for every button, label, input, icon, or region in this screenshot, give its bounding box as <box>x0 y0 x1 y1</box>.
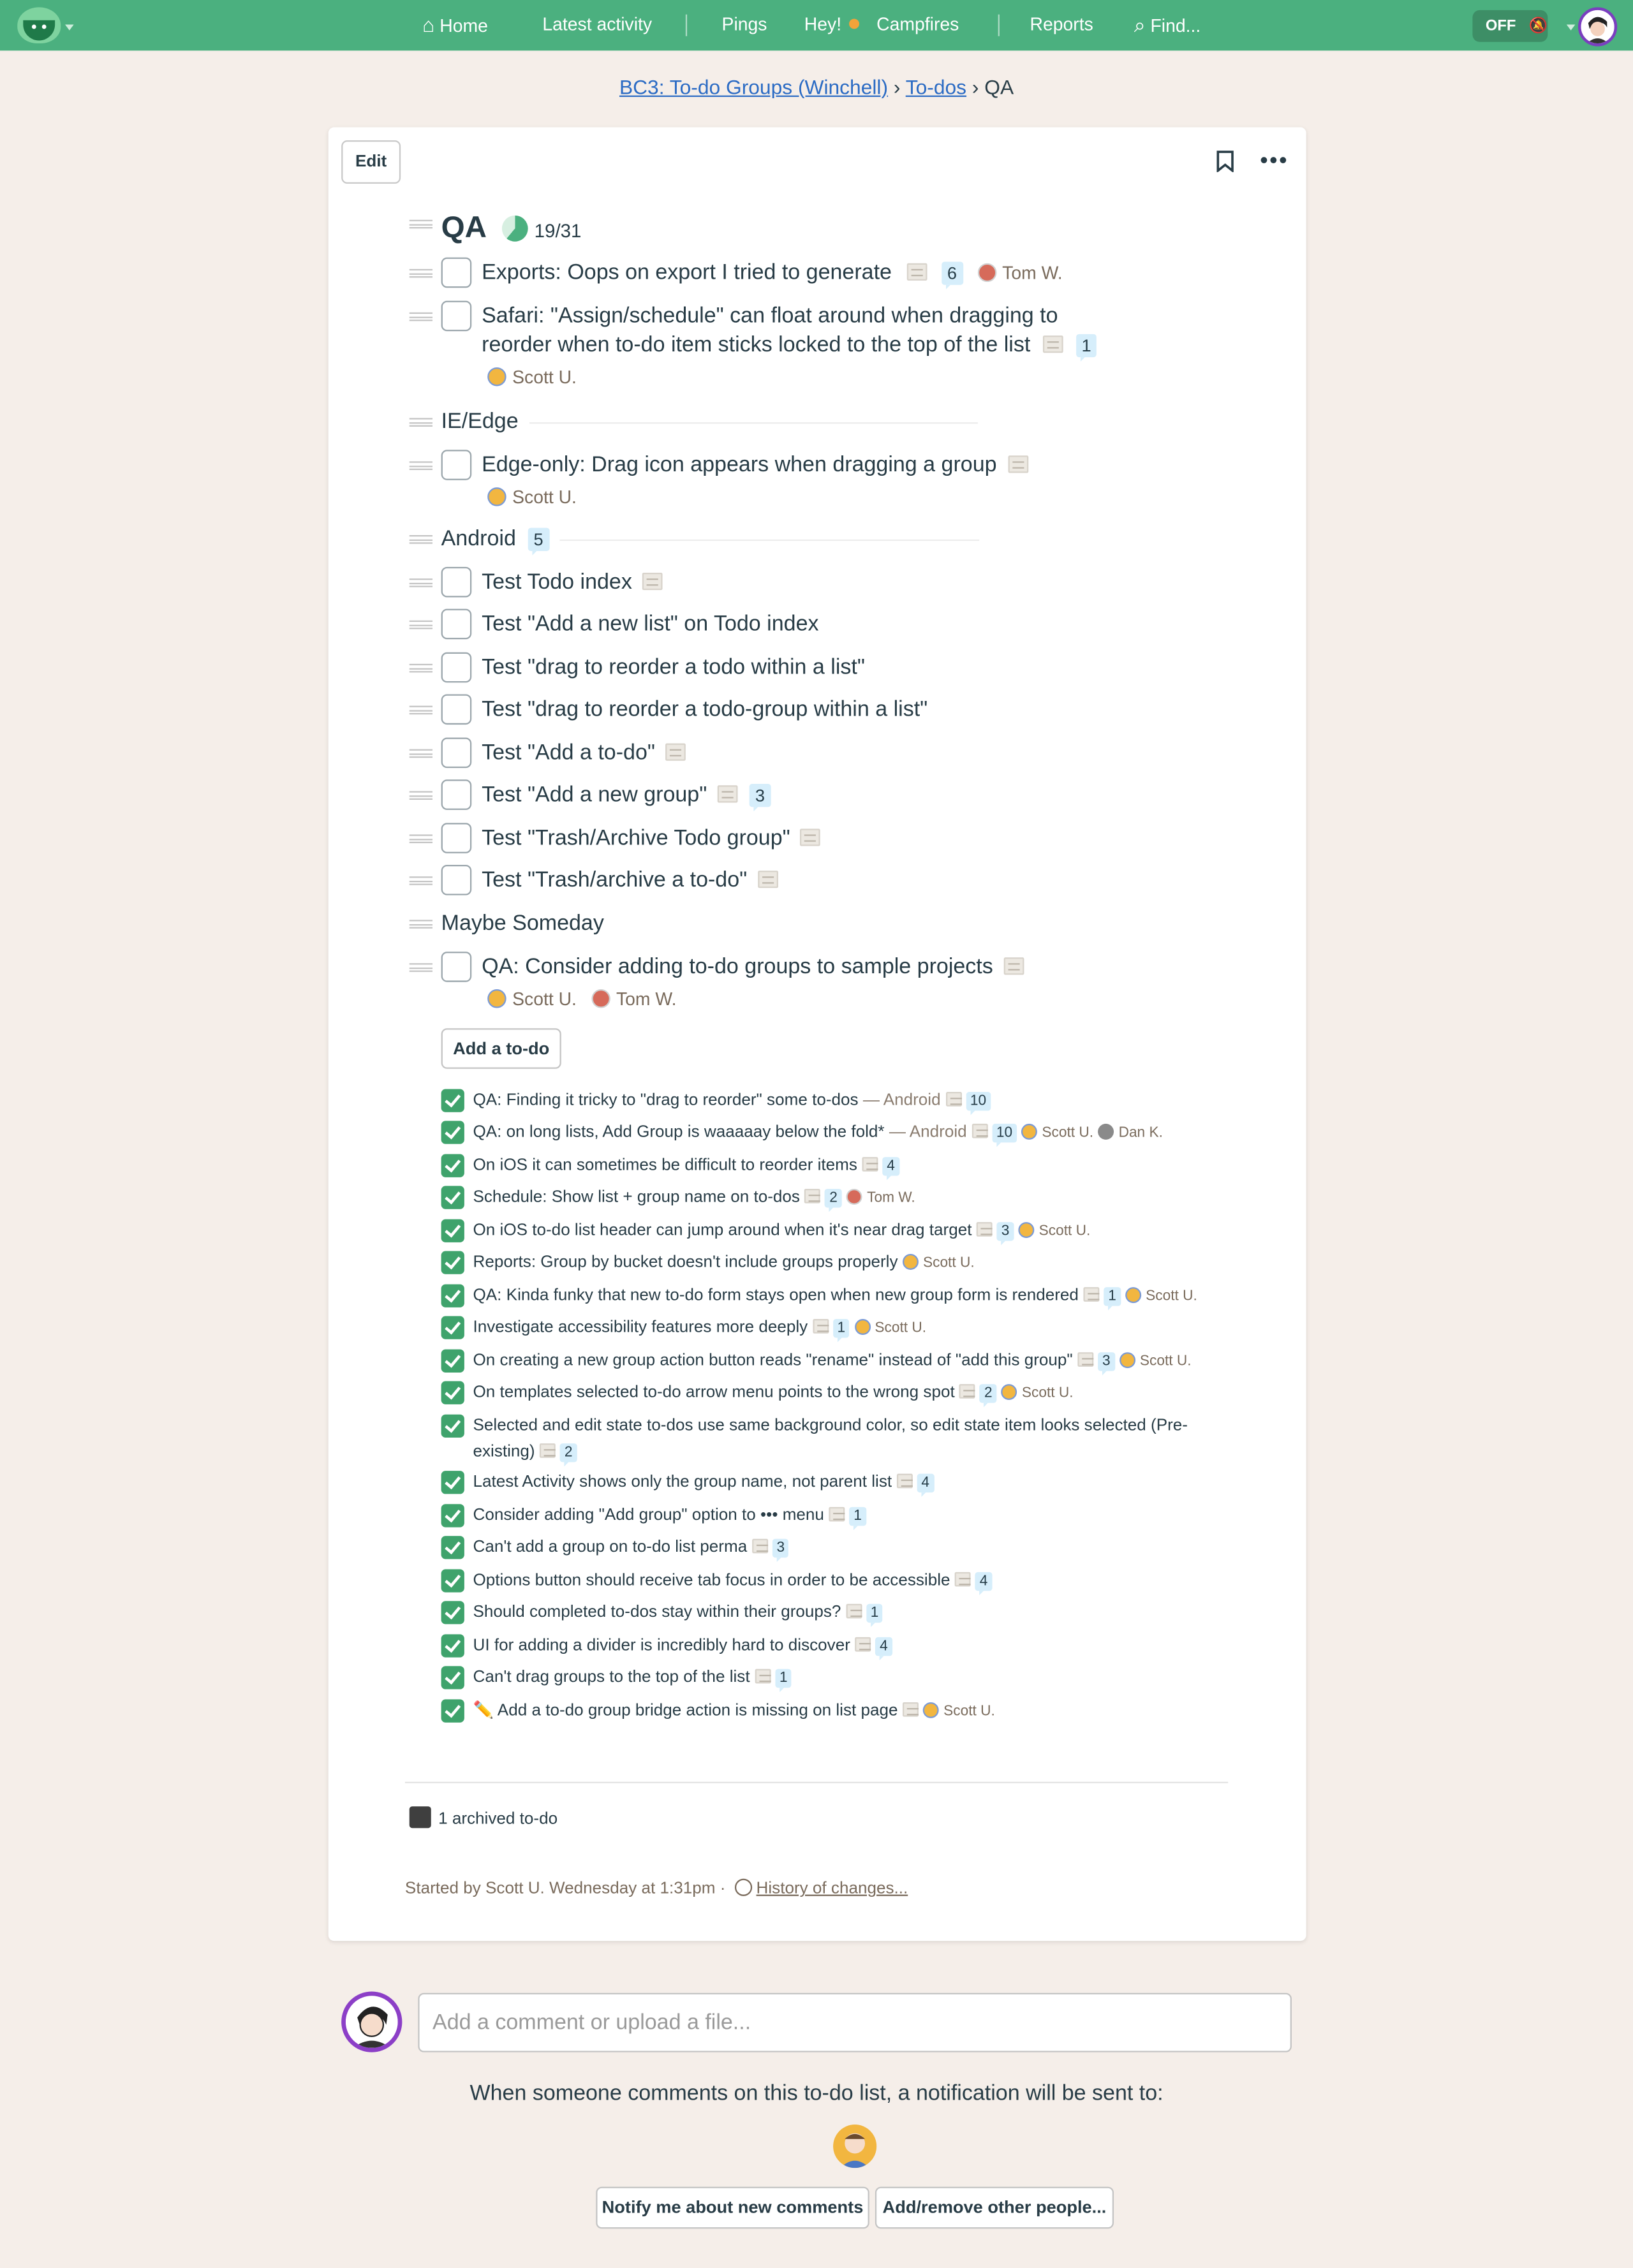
assignee: Tom W. <box>616 989 677 1010</box>
top-navbar <box>0 0 1633 50</box>
notes-icon <box>1042 335 1063 353</box>
avatar <box>1098 1124 1114 1140</box>
avatar <box>903 1254 919 1270</box>
notes-icon <box>855 1637 871 1652</box>
group-divider <box>560 540 980 541</box>
avatar <box>854 1319 870 1335</box>
todo-item[interactable]: Test Todo index <box>482 568 663 597</box>
comment-count: 2 <box>980 1384 996 1403</box>
comment-count: 5 <box>528 528 549 551</box>
todo-item[interactable]: Edge-only: Drag icon appears when dragging a group Scott U. <box>482 451 1029 512</box>
add-todo-button[interactable]: Add a to-do <box>441 1028 561 1068</box>
drag-handle[interactable] <box>410 578 432 587</box>
comment-count: 4 <box>917 1474 934 1492</box>
avatar <box>1125 1287 1141 1303</box>
checked-checkbox[interactable] <box>441 1504 464 1527</box>
notes-icon <box>903 1702 919 1717</box>
comment-count: 6 <box>942 261 963 284</box>
checked-checkbox[interactable] <box>441 1699 464 1722</box>
todo-item[interactable]: Test "Add a new group" 3 <box>482 781 771 810</box>
todo-item[interactable]: QA: Consider adding to-do groups to sample projects Scott U. Tom W. <box>482 953 1024 1013</box>
home-icon: ⌂ <box>422 13 435 36</box>
group-divider <box>529 422 978 423</box>
drag-handle[interactable] <box>410 920 432 929</box>
avatar <box>487 367 506 386</box>
drag-handle[interactable] <box>410 220 432 229</box>
avatar <box>1119 1352 1135 1368</box>
notes-icon <box>813 1319 829 1334</box>
comment-count: 1 <box>849 1507 866 1526</box>
current-user-avatar <box>341 1991 402 2052</box>
edit-button[interactable]: Edit <box>341 140 401 184</box>
nav-pings[interactable]: Pings <box>721 14 767 35</box>
todo-item[interactable]: Test "Add a to-do" <box>482 739 686 768</box>
nav-campfires[interactable]: Campfires <box>876 14 959 35</box>
notes-icon <box>896 1474 912 1489</box>
notifications-off-toggle[interactable]: OFF 🔕 <box>1472 10 1548 42</box>
notes-icon <box>804 1189 820 1204</box>
nav-latest-activity[interactable]: Latest activity <box>542 14 653 35</box>
todo-item[interactable]: Safari: "Assign/schedule" can float around when dragging to reorder when to-do item sticks locked to the top of the list 1 Scott U. <box>482 302 1097 392</box>
notes-icon <box>1003 957 1024 975</box>
list-header <box>441 211 582 246</box>
drag-handle[interactable] <box>410 791 432 800</box>
comment-count: 10 <box>966 1092 991 1110</box>
todo-checkbox[interactable] <box>441 450 472 480</box>
comment-count: 3 <box>1098 1352 1114 1371</box>
checked-checkbox[interactable] <box>441 1350 464 1373</box>
todo-checkbox[interactable] <box>441 567 472 598</box>
todo-item[interactable]: Test "drag to reorder a todo-group within a list" <box>482 696 928 722</box>
history-link[interactable]: History of changes... <box>756 1880 908 1898</box>
notes-icon <box>665 744 686 761</box>
avatar <box>846 1189 862 1205</box>
archived-todos-link[interactable]: 1 archived to-do <box>410 1806 558 1828</box>
breadcrumb: BC3: To-do Groups (Winchell) › To-dos › QA <box>619 75 1014 99</box>
notes-icon <box>755 1669 771 1684</box>
todo-item[interactable]: Test "drag to reorder a todo within a list" <box>482 655 865 680</box>
breadcrumb-current: QA <box>984 75 1014 99</box>
comment-input[interactable]: Add a comment or upload a file... <box>418 1993 1292 2052</box>
nav-find[interactable]: ⌕ Find... <box>1134 13 1201 36</box>
avatar <box>487 989 506 1008</box>
todo-checkbox[interactable] <box>441 258 472 288</box>
pencil-icon: ✏️ <box>473 1702 494 1720</box>
comment-count: 10 <box>992 1124 1017 1142</box>
notes-icon <box>758 871 778 888</box>
notes-icon <box>1077 1352 1093 1367</box>
notes-icon <box>906 263 927 281</box>
nav-hey[interactable]: Hey! <box>804 0 859 50</box>
todo-checkbox[interactable] <box>441 823 472 853</box>
checked-checkbox[interactable] <box>441 1089 464 1112</box>
checked-checkbox[interactable] <box>441 1186 464 1209</box>
avatar <box>487 487 506 506</box>
drag-handle[interactable] <box>410 706 432 715</box>
comment-count: 3 <box>750 784 771 807</box>
comment-count: 3 <box>997 1222 1014 1241</box>
progress-pie <box>502 216 528 242</box>
drag-handle[interactable] <box>410 418 432 427</box>
checked-checkbox[interactable] <box>441 1381 464 1404</box>
checked-checkbox[interactable] <box>441 1121 464 1144</box>
notes-icon <box>862 1157 878 1172</box>
drag-handle[interactable] <box>410 269 432 278</box>
search-icon: ⌕ <box>1134 13 1146 36</box>
checked-checkbox[interactable] <box>441 1219 464 1242</box>
list-title: QA <box>441 211 487 245</box>
avatar <box>923 1702 939 1718</box>
checked-checkbox[interactable] <box>441 1285 464 1307</box>
drag-handle[interactable] <box>410 664 432 673</box>
todo-item[interactable]: Test "Trash/archive a to-do" <box>482 866 778 895</box>
checked-checkbox[interactable] <box>441 1601 464 1624</box>
comment-count: 1 <box>866 1604 883 1623</box>
checked-checkbox[interactable] <box>441 1569 464 1592</box>
basecamp-logo[interactable] <box>17 7 61 43</box>
assignee: Tom W. <box>1002 263 1063 284</box>
comment-count: 1 <box>775 1669 792 1688</box>
comment-count: 1 <box>1104 1287 1120 1306</box>
comment-count: 4 <box>875 1637 892 1656</box>
notes-icon <box>752 1539 768 1554</box>
assignee: Scott U. <box>512 989 577 1010</box>
avatar <box>1001 1384 1017 1400</box>
notes-icon <box>642 573 663 590</box>
todo-item[interactable]: Test "Trash/Archive Todo group" <box>482 825 821 853</box>
avatar <box>591 989 610 1008</box>
bell-off-icon: 🔕 <box>1528 17 1548 35</box>
comment-count: 2 <box>825 1189 841 1207</box>
todo-list-card: Edit ••• QA 19/31 Exports: Oops on export I tried to generate 6 Tom W. Safari: "Assign/schedule" can float around when dragging to reorder when to-do item sticks locked to the top of the list 1 Scott U. IE/Edge Edge-only: Drag icon appears when dragging a group Scott U. Android 5 Test Todo index Test "Add a new list" on Todo index Test "drag to reorder a todo within a list" Test "drag to reorder a todo-group within a list" Test "Add a to-do" Test "Add a new group" 3 Test "Trash/Archive Todo group" Test "Trash/archive a to-do" Maybe Someday QA: Consider adding to-do groups to sample projects Scott U. Tom W. Add a to-do QA: Finding it tricky to "drag to reorder" some to-dos — Android 10 QA: on long lists, Add Group is waaaaay below the fold* — Android 10 Scott U. Dan K. On iOS it can sometimes be difficult to reorder items 4 Schedule: Show list + group name on to-dos 2 Tom W. On iOS to-do list header can jump around when it's near drag target 3 Scott U. Reports: Group by bucket doesn't include groups properly Scott U. QA: Kinda funky that new to-do form stays open when new group form is rendered 1 Scott U. Investigate accessibility features more deeply 1 Scott U. On creating a new group action button reads "rename" instead of "add this group" 3 Scott U. On templates selected to-do arrow menu points to the wrong spot 2 Scott U. Selected and edit state to-dos use same background color, so edit state item looks selected (Pre- existing) 2 Latest Activity shows only the group name, not parent list 4 Consider adding "Add group" option to ••• menu 1 Can't add a group on to-do list perma 3 Options button should receive tab focus in order to be accessible 4 Should completed to-dos stay within their groups? 1 UI for adding a divider is incredibly hard to discover 4 Can't drag groups to the top of the list 1 ✏️ Add a to-do group bridge action is missing on list page Scott U. 1 archived to-do Started by Scott U. Wednesday at 1:31pm · History of changes... <box>329 128 1306 1941</box>
comment-count: 4 <box>975 1572 992 1591</box>
checked-checkbox[interactable] <box>441 1471 464 1494</box>
avatar <box>1021 1124 1037 1140</box>
drag-handle[interactable] <box>410 834 432 843</box>
unread-dot <box>848 18 859 29</box>
drag-handle[interactable] <box>410 963 432 972</box>
group-heading[interactable]: IE/Edge <box>441 409 519 434</box>
group-heading[interactable]: Maybe Someday <box>441 911 604 936</box>
nav-home[interactable]: ⌂ Home <box>422 13 488 36</box>
assignee: Scott U. <box>512 487 577 508</box>
notes-icon <box>945 1092 961 1107</box>
user-avatar[interactable] <box>1578 7 1617 46</box>
checked-checkbox[interactable] <box>441 1536 464 1559</box>
notes-icon <box>1083 1287 1099 1302</box>
chevron-down-icon[interactable] <box>1567 25 1576 31</box>
started-by-line: Started by Scott U. Wednesday at 1:31pm · History of changes... <box>405 1879 908 1897</box>
notes-icon <box>1009 455 1029 473</box>
divider <box>405 1782 1228 1783</box>
drag-handle[interactable] <box>410 535 432 544</box>
notes-icon <box>977 1222 993 1237</box>
comment-count: 4 <box>882 1157 899 1175</box>
avatar <box>1018 1222 1034 1238</box>
chevron-down-icon[interactable] <box>65 25 74 31</box>
drag-handle[interactable] <box>410 749 432 758</box>
notes-icon <box>829 1507 845 1522</box>
more-options-icon[interactable]: ••• <box>1260 149 1289 174</box>
todo-checkbox[interactable] <box>441 301 472 332</box>
checked-checkbox[interactable] <box>441 1634 464 1657</box>
avatar <box>977 263 996 282</box>
notes-icon <box>801 828 821 846</box>
notes-icon <box>540 1443 556 1458</box>
progress-count: 19/31 <box>534 219 582 242</box>
nav-divider <box>686 15 687 36</box>
todo-item[interactable]: Exports: Oops on export I tried to generate 6 Tom W. <box>482 260 1063 285</box>
todo-checkbox[interactable] <box>441 609 472 640</box>
group-heading[interactable]: Android 5 <box>441 525 549 554</box>
assignee: Scott U. <box>512 367 577 388</box>
todo-checkbox[interactable] <box>441 865 472 895</box>
notification-text: When someone comments on this to-do list, a notification will be sent to: <box>469 2081 1164 2106</box>
nav-reports[interactable]: Reports <box>1030 14 1093 35</box>
checked-checkbox[interactable] <box>441 1316 464 1339</box>
checked-checkbox[interactable] <box>441 1666 464 1689</box>
drag-handle[interactable] <box>410 461 432 470</box>
todo-item[interactable]: Test "Add a new list" on Todo index <box>482 612 819 637</box>
checked-checkbox[interactable] <box>441 1251 464 1274</box>
nav-divider <box>998 15 1000 36</box>
drag-handle[interactable] <box>410 313 432 321</box>
add-remove-people-button[interactable]: Add/remove other people... <box>875 2187 1114 2229</box>
breadcrumb-project-link[interactable]: BC3: To-do Groups (Winchell) <box>619 75 889 99</box>
comment-count: 2 <box>560 1443 577 1462</box>
checked-checkbox[interactable] <box>441 1154 464 1177</box>
drag-handle[interactable] <box>410 621 432 630</box>
todo-checkbox[interactable] <box>441 779 472 810</box>
notes-icon <box>955 1572 971 1587</box>
notes-icon <box>718 785 738 802</box>
subscriber-avatar <box>833 2124 876 2168</box>
checked-checkbox[interactable] <box>441 1415 464 1438</box>
notes-icon <box>846 1604 862 1619</box>
archive-box-icon <box>410 1806 431 1828</box>
notes-icon <box>959 1384 975 1399</box>
drag-handle[interactable] <box>410 876 432 885</box>
comment-count: 3 <box>772 1539 789 1557</box>
comment-count: 1 <box>1075 334 1097 357</box>
todo-checkbox[interactable] <box>441 652 472 683</box>
completed-todo[interactable]: Selected and edit state to-dos use same background color, so edit state item looks selected (Pre- existing) 2 <box>441 1415 1223 1464</box>
history-icon <box>735 1879 752 1896</box>
breadcrumb-todos-link[interactable]: To-dos <box>905 75 967 99</box>
todo-checkbox[interactable] <box>441 694 472 725</box>
bookmark-icon[interactable] <box>1216 151 1234 172</box>
notes-icon <box>972 1124 987 1138</box>
comment-count: 1 <box>833 1319 850 1337</box>
notify-me-button[interactable]: Notify me about new comments <box>596 2187 869 2229</box>
todo-checkbox[interactable] <box>441 737 472 768</box>
todo-checkbox[interactable] <box>441 952 472 982</box>
